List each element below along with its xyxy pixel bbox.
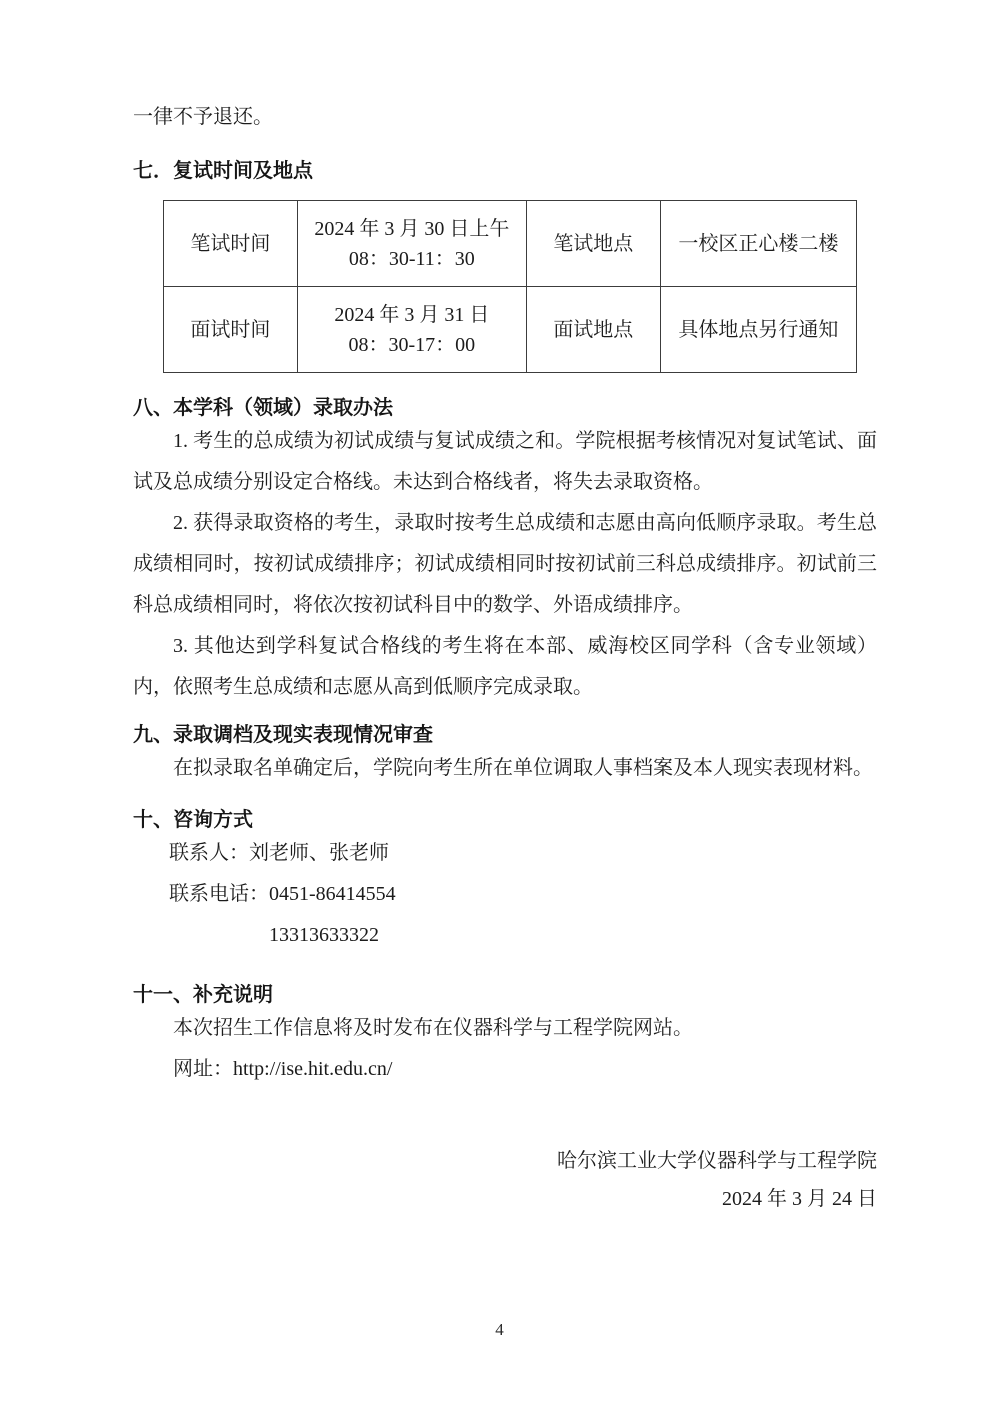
section10-heading: 十、咨询方式 (133, 809, 253, 831)
contact-phone-line: 联系电话：0451-86414554 (169, 883, 396, 905)
interview-place-label: 面试地点 (526, 287, 660, 373)
interview-hours: 08：30-17：00 (348, 333, 476, 356)
written-exam-hours: 08：30-11：30 (348, 247, 475, 270)
written-exam-place-value: 一校区正心楼二楼 (660, 201, 856, 287)
written-exam-date: 2024 年 3 月 30 日上午 (314, 217, 510, 240)
signature-date: 2024 年 3 月 24 日 (722, 1188, 877, 1210)
section8-paragraph-1: 1. 考生的总成绩为初试成绩与复试成绩之和。学院根据考核情况对复试笔试、面试及总成绩分别设定合格线。未达到合格线者，将失去录取资格。 (133, 430, 877, 493)
written-exam-time-value (297, 201, 526, 287)
interview-date: 2024 年 3 月 31 日 (334, 303, 490, 326)
section11-paragraph: 本次招生工作信息将及时发布在仪器科学与工程学院网站。 (173, 1017, 693, 1039)
review-schedule-table (163, 200, 857, 373)
section8-paragraph-2: 2. 获得录取资格的考生，录取时按考生总成绩和志愿由高向低顺序录取。考生总成绩相同时，按初试成绩排序；初试成绩相同时按初试前三科总成绩排序。初试前三科总成绩相同时，将依次按初试科目中的数学、外语成绩排序。 (133, 512, 877, 616)
section8-paragraph-3: 3. 其他达到学科复试合格线的考生将在本部、威海校区同学科（含专业领域）内，依照考生总成绩和志愿从高到低顺序完成录取。 (133, 635, 877, 698)
signature-block (133, 1142, 877, 1218)
written-exam-time-label: 笔试时间 (164, 201, 298, 287)
contact-phone2-line: 13313633322 (269, 924, 379, 946)
table-row-interview (164, 287, 857, 373)
signature-organization: 哈尔滨工业大学仪器科学与工程学院 (557, 1150, 877, 1172)
section11-heading: 十一、补充说明 (133, 984, 273, 1006)
section9-paragraph: 在拟录取名单确定后，学院向考生所在单位调取人事档案及本人现实表现材料。 (173, 757, 873, 779)
website-line: 网址：http://ise.hit.edu.cn/ (173, 1058, 393, 1080)
written-exam-place-label: 笔试地点 (526, 201, 660, 287)
interview-place-value: 具体地点另行通知 (660, 287, 856, 373)
table-row-written-exam (164, 201, 857, 287)
section8-heading: 八、本学科（领域）录取办法 (133, 397, 393, 419)
interview-time-label: 面试时间 (164, 287, 298, 373)
intro-text: 一律不予退还。 (133, 106, 273, 128)
interview-time-value (297, 287, 526, 373)
section7-heading: 七．复试时间及地点 (133, 160, 313, 182)
page-number: 4 (495, 1320, 504, 1339)
section9-heading: 九、录取调档及现实表现情况审查 (133, 724, 433, 746)
contact-person-line: 联系人：刘老师、张老师 (169, 842, 389, 864)
